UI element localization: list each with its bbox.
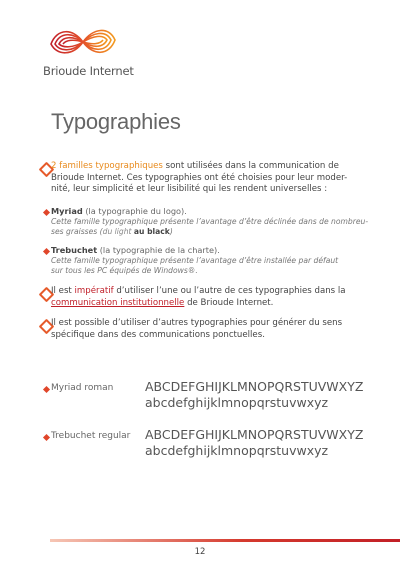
sample-myriad: ABCDEFGHIJKLMNOPQRSTUVWXYZ abcdefghijklmnopqrstuvwxyz: [145, 379, 364, 410]
intro-paragraph: 2 familles typographiques sont utilisées dans la communication de Brioude Internet. Ces typographies ont été choisies pour leur moder- nité, leur simplicité et leur lisibilité qui les rendent universelles :: [51, 161, 348, 194]
diamond-dot-icon: [43, 209, 50, 216]
mandatory-paragraph: Il est impératif d’utiliser l’une ou l’autre de ces typographies dans la communication institutionnelle de Brioude Internet.: [51, 286, 346, 308]
brand-name: Brioude Internet: [43, 64, 134, 78]
other-fonts-paragraph: Il est possible d’utiliser d’autres typographies pour générer du sens spécifique dans des communications ponctuelles.: [51, 318, 343, 340]
sample-label-trebuchet: Trebuchet regular: [51, 431, 131, 441]
sample-label-myriad: Myriad roman: [51, 383, 114, 393]
footer-rule: [50, 539, 400, 542]
diamond-dot-icon: [43, 386, 50, 393]
diamond-dot-icon: [43, 434, 50, 441]
brand-logo: [43, 22, 143, 80]
institutional-link[interactable]: communication institutionnelle: [51, 297, 185, 308]
page-number: 12: [194, 547, 206, 557]
families-highlight: 2 familles typographiques: [51, 161, 163, 171]
imperative-highlight: impératif: [74, 286, 114, 296]
myriad-description: Myriad (la typographie du logo). Cette famille typographique présente l’avantage d’être déclinée dans de nombreu- ses graisses (du light au black): [51, 206, 369, 236]
trebuchet-description: Trebuchet (la typographie de la charte). Cette famille typographique présente l’avantage d’être installée par défaut sur tous les PC équipés de Windows®.: [51, 245, 339, 275]
page-title: Typographies: [51, 109, 181, 134]
logo-mark-icon: [47, 22, 119, 62]
diamond-bullet-icon: [40, 320, 49, 329]
diamond-dot-icon: [43, 248, 50, 255]
diamond-bullet-icon: [40, 288, 49, 297]
diamond-bullet-icon: [40, 163, 49, 172]
trebuchet-name: Trebuchet: [51, 245, 98, 255]
sample-trebuchet: ABCDEFGHIJKLMNOPQRSTUVWXYZ abcdefghijklmnopqrstuvwxyz: [145, 427, 364, 458]
myriad-name: Myriad: [51, 206, 83, 216]
